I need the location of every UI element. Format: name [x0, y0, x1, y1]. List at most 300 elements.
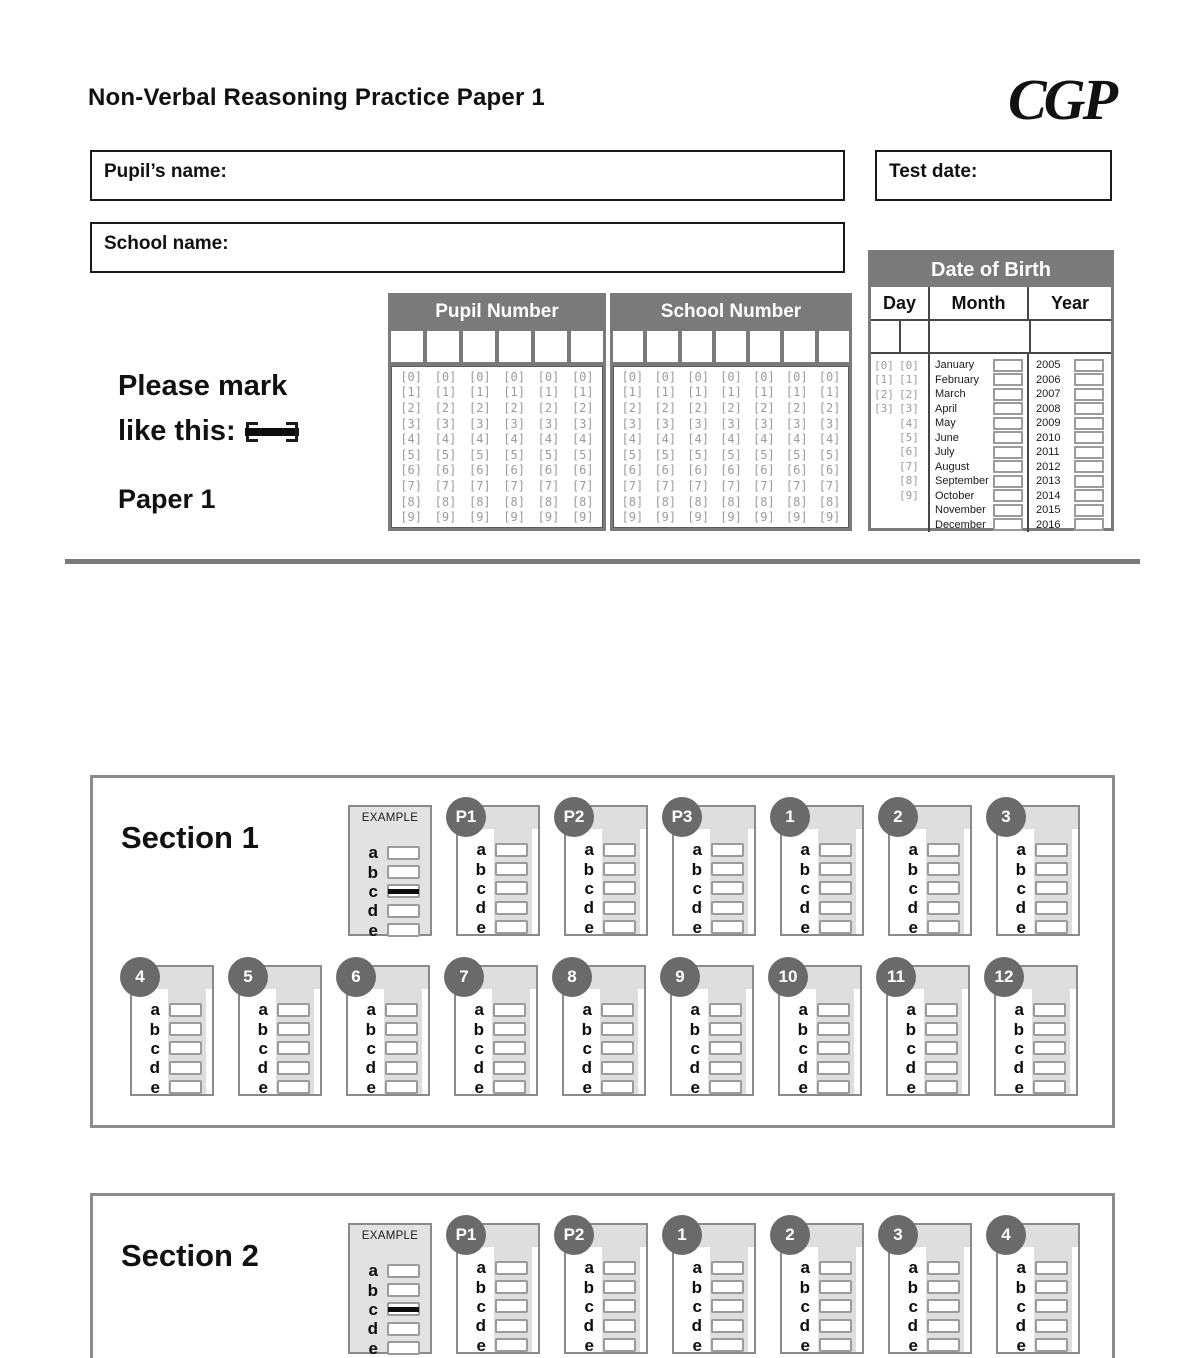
digit-cell-8[interactable]: [8]: [818, 494, 841, 509]
dob-year-checkbox-2009[interactable]: [1074, 417, 1104, 430]
digit-cell-1[interactable]: [1]: [468, 385, 491, 400]
answer-box-c[interactable]: [925, 1041, 958, 1055]
digit-cell-9[interactable]: [9]: [503, 510, 525, 525]
digit-cell-4[interactable]: [4]: [687, 432, 709, 447]
answer-box-e[interactable]: [385, 1080, 418, 1094]
answer-box-b[interactable]: [927, 862, 960, 876]
dob-day-units-2[interactable]: [2]: [899, 387, 919, 401]
dob-year-checkbox-2005[interactable]: [1074, 359, 1104, 372]
dob-month-write-cell[interactable]: [928, 321, 1029, 352]
dob-month-checkbox-july[interactable]: [993, 446, 1023, 459]
digit-cell-0[interactable]: [0]: [654, 369, 677, 384]
dob-day-units-4[interactable]: [4]: [899, 416, 919, 430]
digit-cell-4[interactable]: [4]: [753, 432, 775, 447]
school-name-field[interactable]: [90, 222, 845, 273]
answer-box-a[interactable]: [277, 1003, 310, 1017]
answer-box-d[interactable]: [493, 1061, 526, 1075]
answer-box-e[interactable]: [711, 1338, 744, 1352]
digit-cell-1[interactable]: [1]: [537, 385, 560, 400]
digit-cell-5[interactable]: [5]: [400, 447, 422, 462]
answer-box-e[interactable]: [495, 920, 528, 934]
digit-cell-4[interactable]: [4]: [621, 432, 644, 447]
answer-box-b[interactable]: [169, 1022, 202, 1036]
answer-box-a[interactable]: [709, 1003, 742, 1017]
answer-box-a[interactable]: [927, 1261, 960, 1275]
answer-box-e[interactable]: [387, 1341, 420, 1355]
digit-cell-2[interactable]: [2]: [468, 400, 491, 415]
digit-cell-2[interactable]: [2]: [503, 400, 525, 415]
digit-cell-7[interactable]: [7]: [687, 478, 709, 493]
digit-cell-1[interactable]: [1]: [753, 385, 775, 400]
answer-box-c[interactable]: [493, 1041, 526, 1055]
digit-cell-2[interactable]: [2]: [753, 400, 775, 415]
dob-month-checkbox-november[interactable]: [993, 504, 1023, 517]
digit-cell-9[interactable]: [9]: [785, 510, 808, 525]
answer-box-a[interactable]: [601, 1003, 634, 1017]
answer-box-c[interactable]: [711, 1299, 744, 1313]
digit-cell-0[interactable]: [0]: [571, 369, 594, 384]
digit-cell-0[interactable]: [0]: [720, 369, 742, 384]
digit-cell-2[interactable]: [2]: [720, 400, 742, 415]
answer-box-a[interactable]: [1035, 843, 1068, 857]
answer-box-d[interactable]: [819, 901, 852, 915]
digit-cell-9[interactable]: [9]: [720, 510, 742, 525]
answer-box-c[interactable]: [711, 881, 744, 895]
digit-cell-4[interactable]: [4]: [571, 432, 594, 447]
answer-box-d[interactable]: [709, 1061, 742, 1075]
digit-cell-5[interactable]: [5]: [720, 447, 742, 462]
digit-cell-7[interactable]: [7]: [785, 478, 808, 493]
digit-cell-9[interactable]: [9]: [468, 510, 491, 525]
write-cell[interactable]: [716, 331, 746, 362]
digit-cell-3[interactable]: [3]: [503, 416, 525, 431]
answer-box-e[interactable]: [819, 920, 852, 934]
digit-cell-6[interactable]: [6]: [654, 463, 677, 478]
answer-box-c[interactable]: [927, 881, 960, 895]
digit-cell-0[interactable]: [0]: [468, 369, 491, 384]
digit-cell-1[interactable]: [1]: [400, 385, 422, 400]
digit-cell-2[interactable]: [2]: [818, 400, 841, 415]
answer-box-a[interactable]: [493, 1003, 526, 1017]
digit-cell-5[interactable]: [5]: [753, 447, 775, 462]
digit-cell-3[interactable]: [3]: [687, 416, 709, 431]
answer-box-d[interactable]: [603, 901, 636, 915]
write-cell[interactable]: [463, 331, 495, 362]
answer-box-a[interactable]: [603, 1261, 636, 1275]
dob-day-tens-2[interactable]: [2]: [874, 387, 894, 401]
digit-cell-5[interactable]: [5]: [654, 447, 677, 462]
answer-box-b[interactable]: [709, 1022, 742, 1036]
digit-cell-0[interactable]: [0]: [785, 369, 808, 384]
digit-cell-1[interactable]: [1]: [434, 385, 457, 400]
digit-cell-7[interactable]: [7]: [621, 478, 644, 493]
digit-cell-5[interactable]: [5]: [537, 447, 560, 462]
digit-cell-4[interactable]: [4]: [818, 432, 841, 447]
write-cell[interactable]: [535, 331, 567, 362]
digit-cell-6[interactable]: [6]: [687, 463, 709, 478]
answer-box-e[interactable]: [1035, 920, 1068, 934]
answer-box-a[interactable]: [925, 1003, 958, 1017]
write-cell[interactable]: [784, 331, 814, 362]
answer-box-c[interactable]: [1033, 1041, 1066, 1055]
answer-box-a[interactable]: [603, 843, 636, 857]
answer-box-e[interactable]: [277, 1080, 310, 1094]
dob-year-checkbox-2015[interactable]: [1074, 504, 1104, 517]
digit-cell-4[interactable]: [4]: [720, 432, 742, 447]
digit-cell-3[interactable]: [3]: [468, 416, 491, 431]
answer-box-c[interactable]: [709, 1041, 742, 1055]
digit-cell-6[interactable]: [6]: [621, 463, 644, 478]
digit-cell-9[interactable]: [9]: [571, 510, 594, 525]
dob-day-tens-1[interactable]: [1]: [874, 373, 894, 387]
answer-box-b[interactable]: [819, 1280, 852, 1294]
answer-box-d[interactable]: [925, 1061, 958, 1075]
answer-box-a[interactable]: [819, 843, 852, 857]
dob-year-checkbox-2012[interactable]: [1074, 460, 1104, 473]
digit-cell-3[interactable]: [3]: [818, 416, 841, 431]
answer-box-d[interactable]: [495, 901, 528, 915]
answer-box-d[interactable]: [385, 1061, 418, 1075]
dob-month-checkbox-january[interactable]: [993, 359, 1023, 372]
digit-cell-0[interactable]: [0]: [818, 369, 841, 384]
digit-cell-7[interactable]: [7]: [818, 478, 841, 493]
answer-box-c[interactable]: [819, 881, 852, 895]
digit-cell-5[interactable]: [5]: [503, 447, 525, 462]
write-cell[interactable]: [571, 331, 603, 362]
dob-month-checkbox-may[interactable]: [993, 417, 1023, 430]
dob-day-tens-3[interactable]: [3]: [874, 402, 894, 416]
digit-cell-1[interactable]: [1]: [785, 385, 808, 400]
dob-month-checkbox-december[interactable]: [993, 518, 1023, 531]
answer-box-d[interactable]: [819, 1319, 852, 1333]
answer-box-d[interactable]: [1035, 1319, 1068, 1333]
digit-cell-7[interactable]: [7]: [434, 478, 457, 493]
answer-box-e[interactable]: [601, 1080, 634, 1094]
dob-year-write-cell[interactable]: [1029, 321, 1111, 352]
digit-cell-1[interactable]: [1]: [818, 385, 841, 400]
answer-box-b[interactable]: [1033, 1022, 1066, 1036]
answer-box-e[interactable]: [925, 1080, 958, 1094]
digit-cell-2[interactable]: [2]: [400, 400, 422, 415]
dob-day-units-8[interactable]: [8]: [899, 474, 919, 488]
digit-cell-3[interactable]: [3]: [621, 416, 644, 431]
digit-cell-5[interactable]: [5]: [571, 447, 594, 462]
write-cell[interactable]: [647, 331, 677, 362]
dob-day-write-cell-1[interactable]: [871, 321, 901, 352]
digit-cell-9[interactable]: [9]: [687, 510, 709, 525]
answer-box-c[interactable]: [277, 1041, 310, 1055]
answer-box-c[interactable]: [385, 1041, 418, 1055]
digit-cell-3[interactable]: [3]: [537, 416, 560, 431]
digit-cell-1[interactable]: [1]: [621, 385, 644, 400]
answer-box-d[interactable]: [169, 1061, 202, 1075]
answer-box-b[interactable]: [385, 1022, 418, 1036]
answer-box-b[interactable]: [711, 1280, 744, 1294]
answer-box-d[interactable]: [601, 1061, 634, 1075]
digit-cell-8[interactable]: [8]: [537, 494, 560, 509]
answer-box-b[interactable]: [927, 1280, 960, 1294]
answer-box-c[interactable]: [927, 1299, 960, 1313]
digit-cell-0[interactable]: [0]: [503, 369, 525, 384]
answer-box-d[interactable]: [387, 1322, 420, 1336]
digit-cell-0[interactable]: [0]: [621, 369, 644, 384]
digit-cell-6[interactable]: [6]: [537, 463, 560, 478]
digit-cell-8[interactable]: [8]: [753, 494, 775, 509]
digit-cell-8[interactable]: [8]: [503, 494, 525, 509]
dob-month-checkbox-june[interactable]: [993, 431, 1023, 444]
answer-box-c[interactable]: [495, 1299, 528, 1313]
digit-cell-2[interactable]: [2]: [687, 400, 709, 415]
answer-box-b[interactable]: [925, 1022, 958, 1036]
digit-cell-3[interactable]: [3]: [785, 416, 808, 431]
digit-cell-9[interactable]: [9]: [654, 510, 677, 525]
dob-year-checkbox-2007[interactable]: [1074, 388, 1104, 401]
answer-box-a[interactable]: [387, 1264, 420, 1278]
answer-box-e[interactable]: [819, 1338, 852, 1352]
digit-cell-2[interactable]: [2]: [434, 400, 457, 415]
digit-cell-3[interactable]: [3]: [720, 416, 742, 431]
answer-box-e[interactable]: [169, 1080, 202, 1094]
digit-cell-4[interactable]: [4]: [434, 432, 457, 447]
answer-box-a[interactable]: [495, 1261, 528, 1275]
dob-year-checkbox-2011[interactable]: [1074, 446, 1104, 459]
dob-month-checkbox-march[interactable]: [993, 388, 1023, 401]
digit-cell-8[interactable]: [8]: [720, 494, 742, 509]
answer-box-b[interactable]: [277, 1022, 310, 1036]
answer-box-c[interactable]: [817, 1041, 850, 1055]
digit-cell-0[interactable]: [0]: [537, 369, 560, 384]
answer-box-e[interactable]: [1035, 1338, 1068, 1352]
digit-cell-3[interactable]: [3]: [434, 416, 457, 431]
answer-box-b[interactable]: [817, 1022, 850, 1036]
digit-cell-6[interactable]: [6]: [434, 463, 457, 478]
digit-cell-8[interactable]: [8]: [571, 494, 594, 509]
answer-box-c[interactable]: [387, 884, 420, 898]
digit-cell-1[interactable]: [1]: [687, 385, 709, 400]
dob-day-units-5[interactable]: [5]: [899, 430, 919, 444]
answer-box-c[interactable]: [495, 881, 528, 895]
digit-cell-0[interactable]: [0]: [687, 369, 709, 384]
write-cell[interactable]: [391, 331, 423, 362]
dob-month-checkbox-april[interactable]: [993, 402, 1023, 415]
digit-cell-2[interactable]: [2]: [621, 400, 644, 415]
answer-box-b[interactable]: [711, 862, 744, 876]
dob-day-units-6[interactable]: [6]: [899, 445, 919, 459]
answer-box-c[interactable]: [601, 1041, 634, 1055]
digit-cell-7[interactable]: [7]: [720, 478, 742, 493]
dob-year-checkbox-2013[interactable]: [1074, 475, 1104, 488]
digit-cell-6[interactable]: [6]: [818, 463, 841, 478]
digit-cell-1[interactable]: [1]: [720, 385, 742, 400]
answer-box-b[interactable]: [601, 1022, 634, 1036]
digit-cell-6[interactable]: [6]: [571, 463, 594, 478]
answer-box-e[interactable]: [709, 1080, 742, 1094]
answer-box-a[interactable]: [927, 843, 960, 857]
digit-cell-4[interactable]: [4]: [503, 432, 525, 447]
digit-cell-9[interactable]: [9]: [434, 510, 457, 525]
answer-box-e[interactable]: [387, 923, 420, 937]
digit-cell-7[interactable]: [7]: [468, 478, 491, 493]
answer-box-e[interactable]: [603, 920, 636, 934]
digit-cell-8[interactable]: [8]: [785, 494, 808, 509]
digit-cell-7[interactable]: [7]: [654, 478, 677, 493]
digit-cell-4[interactable]: [4]: [468, 432, 491, 447]
answer-box-b[interactable]: [493, 1022, 526, 1036]
answer-box-c[interactable]: [387, 1302, 420, 1316]
answer-box-b[interactable]: [603, 862, 636, 876]
answer-box-d[interactable]: [927, 901, 960, 915]
answer-box-a[interactable]: [711, 843, 744, 857]
digit-cell-5[interactable]: [5]: [621, 447, 644, 462]
digit-cell-9[interactable]: [9]: [400, 510, 422, 525]
answer-box-d[interactable]: [277, 1061, 310, 1075]
digit-cell-8[interactable]: [8]: [434, 494, 457, 509]
digit-cell-5[interactable]: [5]: [434, 447, 457, 462]
answer-box-d[interactable]: [387, 904, 420, 918]
write-cell[interactable]: [613, 331, 643, 362]
answer-box-d[interactable]: [711, 1319, 744, 1333]
dob-day-tens-0[interactable]: [0]: [874, 359, 894, 372]
digit-cell-3[interactable]: [3]: [753, 416, 775, 431]
answer-box-c[interactable]: [603, 1299, 636, 1313]
answer-box-c[interactable]: [1035, 881, 1068, 895]
digit-cell-2[interactable]: [2]: [785, 400, 808, 415]
digit-cell-0[interactable]: [0]: [400, 369, 422, 384]
answer-box-a[interactable]: [169, 1003, 202, 1017]
digit-cell-7[interactable]: [7]: [503, 478, 525, 493]
answer-box-c[interactable]: [169, 1041, 202, 1055]
write-cell[interactable]: [750, 331, 780, 362]
answer-box-e[interactable]: [927, 920, 960, 934]
digit-cell-3[interactable]: [3]: [400, 416, 422, 431]
answer-box-b[interactable]: [387, 865, 420, 879]
dob-month-checkbox-september[interactable]: [993, 475, 1023, 488]
answer-box-d[interactable]: [495, 1319, 528, 1333]
answer-box-e[interactable]: [711, 920, 744, 934]
dob-day-units-1[interactable]: [1]: [899, 373, 919, 387]
digit-cell-5[interactable]: [5]: [818, 447, 841, 462]
dob-year-checkbox-2006[interactable]: [1074, 373, 1104, 386]
write-cell[interactable]: [499, 331, 531, 362]
digit-cell-5[interactable]: [5]: [785, 447, 808, 462]
answer-box-e[interactable]: [1033, 1080, 1066, 1094]
digit-cell-2[interactable]: [2]: [654, 400, 677, 415]
digit-cell-6[interactable]: [6]: [468, 463, 491, 478]
digit-cell-5[interactable]: [5]: [468, 447, 491, 462]
digit-cell-8[interactable]: [8]: [621, 494, 644, 509]
answer-box-b[interactable]: [495, 1280, 528, 1294]
answer-box-a[interactable]: [819, 1261, 852, 1275]
digit-cell-8[interactable]: [8]: [654, 494, 677, 509]
dob-year-checkbox-2014[interactable]: [1074, 489, 1104, 502]
dob-year-checkbox-2008[interactable]: [1074, 402, 1104, 415]
answer-box-d[interactable]: [603, 1319, 636, 1333]
digit-cell-4[interactable]: [4]: [537, 432, 560, 447]
answer-box-a[interactable]: [1033, 1003, 1066, 1017]
answer-box-e[interactable]: [817, 1080, 850, 1094]
answer-box-d[interactable]: [817, 1061, 850, 1075]
digit-cell-6[interactable]: [6]: [753, 463, 775, 478]
digit-cell-1[interactable]: [1]: [571, 385, 594, 400]
write-cell[interactable]: [427, 331, 459, 362]
answer-box-d[interactable]: [1033, 1061, 1066, 1075]
answer-box-a[interactable]: [387, 846, 420, 860]
answer-box-b[interactable]: [1035, 862, 1068, 876]
dob-month-checkbox-february[interactable]: [993, 373, 1023, 386]
digit-cell-5[interactable]: [5]: [687, 447, 709, 462]
answer-box-a[interactable]: [385, 1003, 418, 1017]
dob-year-checkbox-2016[interactable]: [1074, 518, 1104, 531]
digit-cell-6[interactable]: [6]: [720, 463, 742, 478]
dob-year-checkbox-2010[interactable]: [1074, 431, 1104, 444]
digit-cell-2[interactable]: [2]: [571, 400, 594, 415]
answer-box-e[interactable]: [493, 1080, 526, 1094]
digit-cell-1[interactable]: [1]: [503, 385, 525, 400]
digit-cell-8[interactable]: [8]: [400, 494, 422, 509]
write-cell[interactable]: [819, 331, 849, 362]
answer-box-b[interactable]: [1035, 1280, 1068, 1294]
test-date-field[interactable]: [875, 150, 1112, 201]
write-cell[interactable]: [682, 331, 712, 362]
digit-cell-1[interactable]: [1]: [654, 385, 677, 400]
digit-cell-9[interactable]: [9]: [753, 510, 775, 525]
digit-cell-6[interactable]: [6]: [400, 463, 422, 478]
dob-month-checkbox-october[interactable]: [993, 489, 1023, 502]
digit-cell-0[interactable]: [0]: [434, 369, 457, 384]
answer-box-d[interactable]: [927, 1319, 960, 1333]
answer-box-e[interactable]: [603, 1338, 636, 1352]
answer-box-c[interactable]: [603, 881, 636, 895]
digit-cell-4[interactable]: [4]: [400, 432, 422, 447]
answer-box-a[interactable]: [1035, 1261, 1068, 1275]
dob-day-units-7[interactable]: [7]: [899, 459, 919, 473]
answer-box-a[interactable]: [711, 1261, 744, 1275]
answer-box-b[interactable]: [603, 1280, 636, 1294]
answer-box-b[interactable]: [495, 862, 528, 876]
answer-box-d[interactable]: [1035, 901, 1068, 915]
answer-box-d[interactable]: [711, 901, 744, 915]
digit-cell-8[interactable]: [8]: [468, 494, 491, 509]
digit-cell-4[interactable]: [4]: [654, 432, 677, 447]
digit-cell-9[interactable]: [9]: [818, 510, 841, 525]
digit-cell-6[interactable]: [6]: [785, 463, 808, 478]
answer-box-a[interactable]: [817, 1003, 850, 1017]
dob-day-units-3[interactable]: [3]: [899, 402, 919, 416]
digit-cell-0[interactable]: [0]: [753, 369, 775, 384]
answer-box-b[interactable]: [819, 862, 852, 876]
answer-box-c[interactable]: [1035, 1299, 1068, 1313]
digit-cell-8[interactable]: [8]: [687, 494, 709, 509]
pupil-name-field[interactable]: [90, 150, 845, 201]
dob-day-write-cell-2[interactable]: [901, 321, 929, 352]
digit-cell-3[interactable]: [3]: [654, 416, 677, 431]
digit-cell-7[interactable]: [7]: [400, 478, 422, 493]
answer-box-c[interactable]: [819, 1299, 852, 1313]
digit-cell-7[interactable]: [7]: [571, 478, 594, 493]
digit-cell-2[interactable]: [2]: [537, 400, 560, 415]
answer-box-e[interactable]: [927, 1338, 960, 1352]
dob-month-checkbox-august[interactable]: [993, 460, 1023, 473]
digit-cell-7[interactable]: [7]: [537, 478, 560, 493]
digit-cell-9[interactable]: [9]: [621, 510, 644, 525]
digit-cell-9[interactable]: [9]: [537, 510, 560, 525]
digit-cell-7[interactable]: [7]: [753, 478, 775, 493]
digit-cell-4[interactable]: [4]: [785, 432, 808, 447]
digit-cell-3[interactable]: [3]: [571, 416, 594, 431]
answer-box-a[interactable]: [495, 843, 528, 857]
answer-box-b[interactable]: [387, 1283, 420, 1297]
dob-day-units-9[interactable]: [9]: [899, 488, 919, 502]
